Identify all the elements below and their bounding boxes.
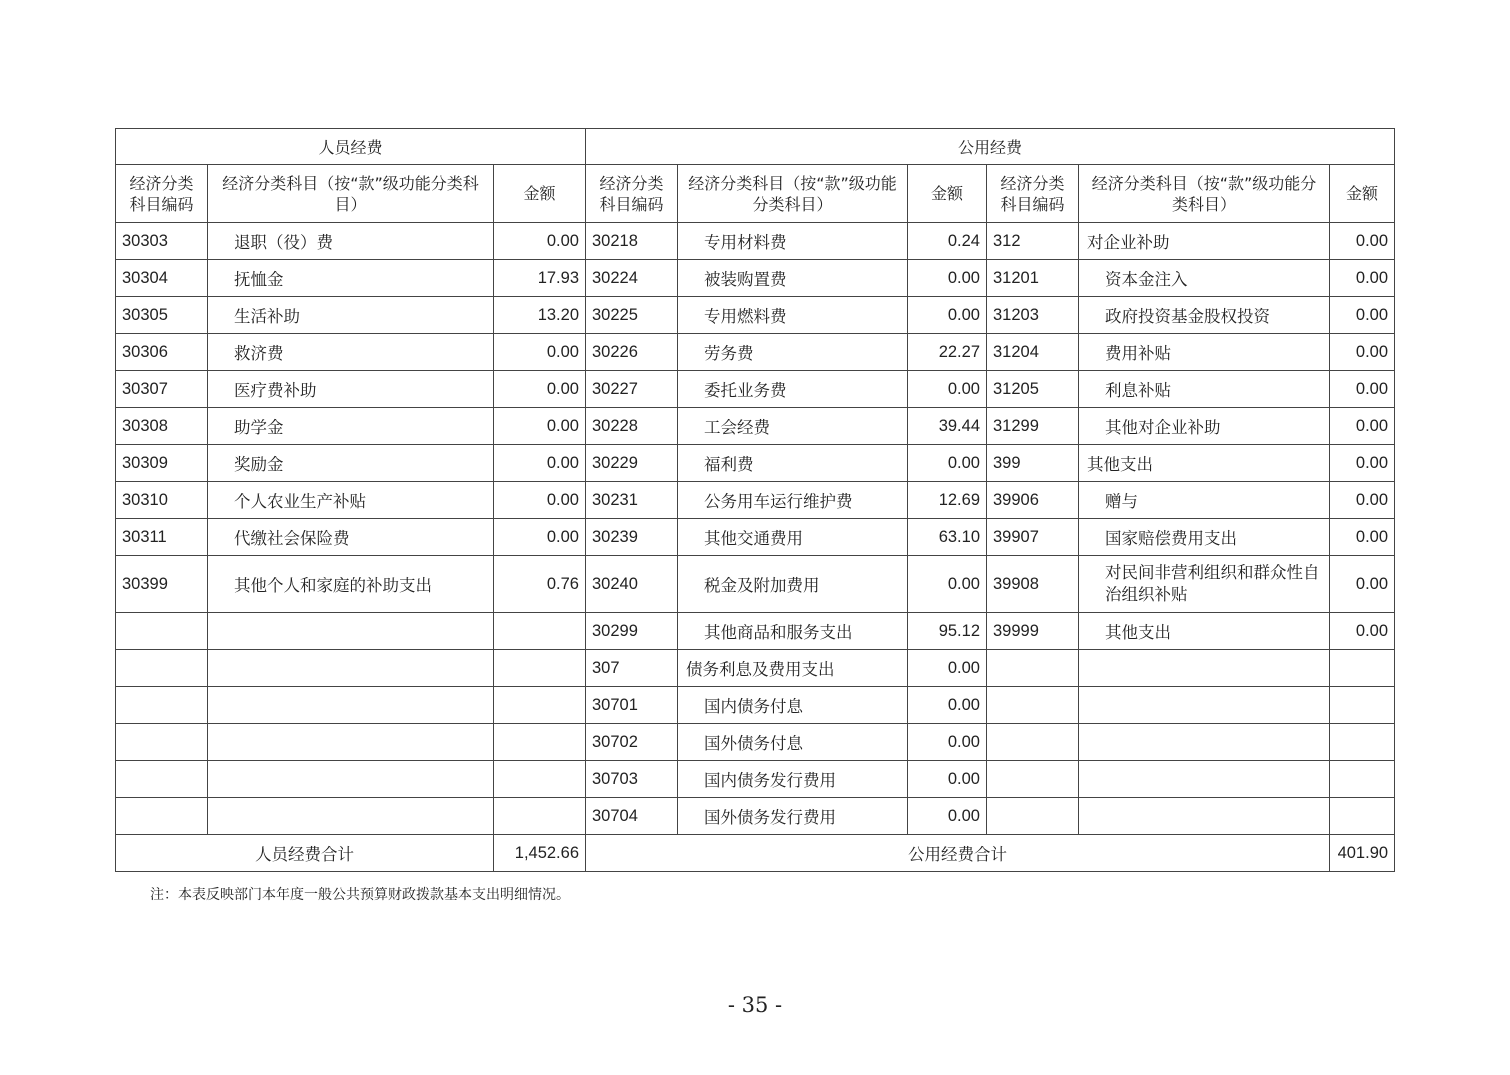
subject-cell <box>1079 650 1330 687</box>
amount-cell: 0.00 <box>908 798 987 835</box>
amount-col-header: 金额 <box>1330 165 1395 223</box>
table-row <box>116 334 1395 371</box>
subject-cell: 税金及附加费用 <box>678 556 908 613</box>
table-row <box>116 556 1395 613</box>
code-cell <box>116 650 208 687</box>
code-cell: 30704 <box>586 798 678 835</box>
table-row <box>116 613 1395 650</box>
table-row <box>116 482 1395 519</box>
amount-cell: 0.00 <box>1330 482 1395 519</box>
code-cell: 31201 <box>987 260 1079 297</box>
table-row <box>116 519 1395 556</box>
code-cell: 30227 <box>586 371 678 408</box>
subject-cell: 被装购置费 <box>678 260 908 297</box>
table-row <box>116 798 1395 835</box>
subject-cell <box>208 798 494 835</box>
amount-cell: 0.00 <box>1330 260 1395 297</box>
amount-cell: 0.00 <box>494 408 586 445</box>
amount-cell: 0.00 <box>1330 556 1395 613</box>
code-cell <box>987 798 1079 835</box>
amount-cell: 0.00 <box>1330 297 1395 334</box>
subject-cell: 其他交通费用 <box>678 519 908 556</box>
public-total-value: 401.90 <box>1330 835 1395 872</box>
subject-cell: 其他商品和服务支出 <box>678 613 908 650</box>
table-row <box>116 408 1395 445</box>
code-cell <box>987 650 1079 687</box>
budget-detail-table <box>115 128 1395 872</box>
subject-cell <box>1079 761 1330 798</box>
subject-cell: 利息补贴 <box>1079 371 1330 408</box>
amount-cell: 13.20 <box>494 297 586 334</box>
page-number: - 35 - <box>727 993 783 1017</box>
amount-cell: 0.00 <box>908 687 987 724</box>
subject-cell: 资本金注入 <box>1079 260 1330 297</box>
personnel-header: 人员经费 <box>116 129 586 165</box>
amount-col-header: 金额 <box>908 165 987 223</box>
code-cell: 31203 <box>987 297 1079 334</box>
amount-cell <box>494 798 586 835</box>
code-cell: 30308 <box>116 408 208 445</box>
amount-cell: 22.27 <box>908 334 987 371</box>
amount-cell: 0.00 <box>1330 408 1395 445</box>
code-cell: 30307 <box>116 371 208 408</box>
subject-cell <box>1079 687 1330 724</box>
code-cell: 30702 <box>586 724 678 761</box>
amount-cell: 0.00 <box>908 297 987 334</box>
code-cell: 30225 <box>586 297 678 334</box>
subject-cell: 费用补贴 <box>1079 334 1330 371</box>
subject-cell: 救济费 <box>208 334 494 371</box>
code-col-header: 经济分类科目编码 <box>116 165 208 223</box>
amount-cell: 12.69 <box>908 482 987 519</box>
amount-cell <box>494 687 586 724</box>
code-cell: 39906 <box>987 482 1079 519</box>
subject-cell: 助学金 <box>208 408 494 445</box>
amount-cell: 0.00 <box>1330 223 1395 260</box>
table-row <box>116 761 1395 798</box>
code-cell <box>987 687 1079 724</box>
amount-cell: 0.00 <box>494 519 586 556</box>
amount-cell: 0.00 <box>1330 613 1395 650</box>
table-row <box>116 260 1395 297</box>
subject-col-header: 经济分类科目（按“款”级功能分类科目） <box>208 165 494 223</box>
subject-cell: 专用燃料费 <box>678 297 908 334</box>
subject-cell: 赠与 <box>1079 482 1330 519</box>
public-total-label: 公用经费合计 <box>586 835 1330 872</box>
code-cell: 30303 <box>116 223 208 260</box>
code-cell: 30218 <box>586 223 678 260</box>
code-cell: 399 <box>987 445 1079 482</box>
amount-cell: 0.00 <box>908 556 987 613</box>
amount-cell: 0.00 <box>908 724 987 761</box>
header-column-row <box>116 165 1395 223</box>
amount-cell: 0.00 <box>494 445 586 482</box>
code-cell: 30701 <box>586 687 678 724</box>
table-row <box>116 724 1395 761</box>
amount-cell: 0.00 <box>908 260 987 297</box>
subject-cell: 债务利息及费用支出 <box>678 650 908 687</box>
code-cell: 30306 <box>116 334 208 371</box>
personnel-total-label: 人员经费合计 <box>116 835 494 872</box>
table-row <box>116 687 1395 724</box>
amount-cell: 0.00 <box>908 371 987 408</box>
code-cell: 30226 <box>586 334 678 371</box>
amount-cell <box>1330 687 1395 724</box>
code-col-header: 经济分类科目编码 <box>586 165 678 223</box>
subject-cell: 国外债务发行费用 <box>678 798 908 835</box>
subject-cell: 公务用车运行维护费 <box>678 482 908 519</box>
code-cell: 30299 <box>586 613 678 650</box>
code-cell: 30311 <box>116 519 208 556</box>
subject-cell: 其他个人和家庭的补助支出 <box>208 556 494 613</box>
amount-cell: 0.00 <box>1330 519 1395 556</box>
public-header: 公用经费 <box>586 129 1395 165</box>
amount-cell: 0.00 <box>494 371 586 408</box>
table-row <box>116 371 1395 408</box>
code-cell <box>116 798 208 835</box>
amount-cell <box>1330 724 1395 761</box>
subject-cell: 代缴社会保险费 <box>208 519 494 556</box>
amount-cell: 39.44 <box>908 408 987 445</box>
code-cell: 30309 <box>116 445 208 482</box>
subject-cell: 医疗费补助 <box>208 371 494 408</box>
amount-cell <box>1330 798 1395 835</box>
amount-cell: 63.10 <box>908 519 987 556</box>
table-row <box>116 297 1395 334</box>
amount-cell <box>1330 650 1395 687</box>
subject-cell: 工会经费 <box>678 408 908 445</box>
amount-cell <box>494 724 586 761</box>
code-cell <box>987 724 1079 761</box>
code-cell: 30399 <box>116 556 208 613</box>
code-col-header: 经济分类科目编码 <box>987 165 1079 223</box>
amount-cell: 95.12 <box>908 613 987 650</box>
table-note: 注：本表反映部门本年度一般公共预算财政拨款基本支出明细情况。 <box>150 887 570 903</box>
code-cell <box>116 687 208 724</box>
amount-cell: 0.00 <box>908 445 987 482</box>
amount-cell <box>1330 761 1395 798</box>
subject-cell: 福利费 <box>678 445 908 482</box>
personnel-total-value: 1,452.66 <box>494 835 586 872</box>
code-cell: 30228 <box>586 408 678 445</box>
subject-cell: 其他支出 <box>1079 613 1330 650</box>
subject-cell: 其他对企业补助 <box>1079 408 1330 445</box>
amount-cell: 0.00 <box>1330 445 1395 482</box>
amount-cell: 0.24 <box>908 223 987 260</box>
table-row <box>116 223 1395 260</box>
subject-cell: 国内债务发行费用 <box>678 761 908 798</box>
subject-col-header: 经济分类科目（按“款”级功能分类科目） <box>678 165 908 223</box>
subject-cell <box>1079 798 1330 835</box>
subject-cell <box>208 650 494 687</box>
code-cell: 31205 <box>987 371 1079 408</box>
amount-cell: 0.00 <box>494 334 586 371</box>
code-cell: 30229 <box>586 445 678 482</box>
amount-cell: 0.00 <box>908 761 987 798</box>
code-cell <box>116 613 208 650</box>
code-cell: 30305 <box>116 297 208 334</box>
subject-cell: 劳务费 <box>678 334 908 371</box>
amount-cell: 0.00 <box>908 650 987 687</box>
header-group-row <box>116 129 1395 165</box>
amount-cell: 0.00 <box>1330 371 1395 408</box>
subject-cell: 专用材料费 <box>678 223 908 260</box>
totals-row <box>116 835 1395 872</box>
subject-cell: 奖励金 <box>208 445 494 482</box>
code-cell: 30240 <box>586 556 678 613</box>
code-cell: 30231 <box>586 482 678 519</box>
subject-cell: 个人农业生产补贴 <box>208 482 494 519</box>
code-cell: 30310 <box>116 482 208 519</box>
code-cell: 31299 <box>987 408 1079 445</box>
amount-cell: 0.76 <box>494 556 586 613</box>
amount-cell: 17.93 <box>494 260 586 297</box>
subject-cell <box>208 613 494 650</box>
subject-cell <box>208 724 494 761</box>
code-cell: 31204 <box>987 334 1079 371</box>
subject-col-header: 经济分类科目（按“款”级功能分类科目） <box>1079 165 1330 223</box>
code-cell: 30304 <box>116 260 208 297</box>
table-row <box>116 650 1395 687</box>
amount-col-header: 金额 <box>494 165 586 223</box>
subject-cell: 委托业务费 <box>678 371 908 408</box>
code-cell: 30224 <box>586 260 678 297</box>
code-cell: 312 <box>987 223 1079 260</box>
table-row <box>116 445 1395 482</box>
subject-cell <box>1079 724 1330 761</box>
amount-cell: 0.00 <box>1330 334 1395 371</box>
amount-cell <box>494 613 586 650</box>
amount-cell <box>494 761 586 798</box>
subject-cell: 对民间非营利组织和群众性自治组织补贴 <box>1079 556 1330 613</box>
subject-cell: 国家赔偿费用支出 <box>1079 519 1330 556</box>
code-cell: 30239 <box>586 519 678 556</box>
subject-cell: 对企业补助 <box>1079 223 1330 260</box>
subject-cell: 国外债务付息 <box>678 724 908 761</box>
code-cell: 39908 <box>987 556 1079 613</box>
amount-cell: 0.00 <box>494 223 586 260</box>
code-cell <box>987 761 1079 798</box>
code-cell <box>116 761 208 798</box>
code-cell: 39999 <box>987 613 1079 650</box>
subject-cell: 其他支出 <box>1079 445 1330 482</box>
amount-cell <box>494 650 586 687</box>
subject-cell: 国内债务付息 <box>678 687 908 724</box>
subject-cell <box>208 761 494 798</box>
code-cell: 39907 <box>987 519 1079 556</box>
subject-cell: 生活补助 <box>208 297 494 334</box>
subject-cell: 退职（役）费 <box>208 223 494 260</box>
code-cell <box>116 724 208 761</box>
code-cell: 30703 <box>586 761 678 798</box>
code-cell: 307 <box>586 650 678 687</box>
subject-cell: 抚恤金 <box>208 260 494 297</box>
amount-cell: 0.00 <box>494 482 586 519</box>
subject-cell: 政府投资基金股权投资 <box>1079 297 1330 334</box>
subject-cell <box>208 687 494 724</box>
